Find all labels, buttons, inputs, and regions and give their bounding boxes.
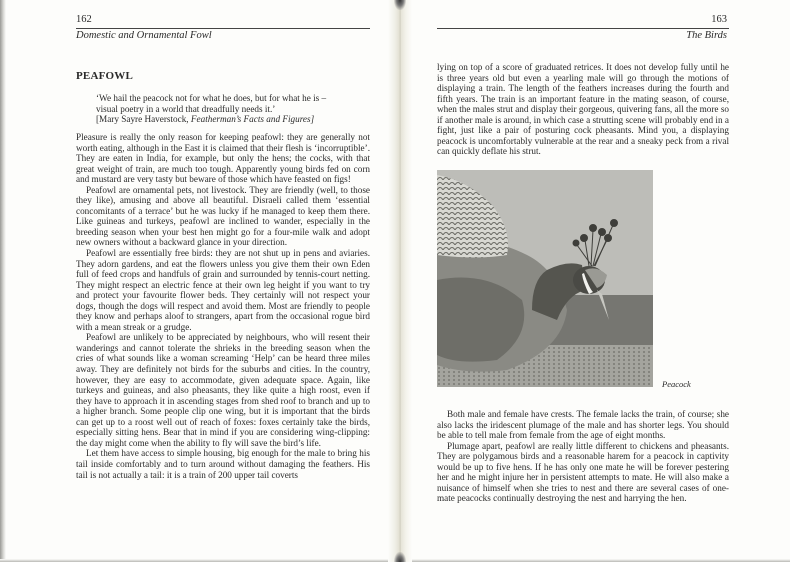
peacock-illustration [437, 170, 653, 387]
running-head-left: Domestic and Ornamental Fowl [76, 30, 212, 41]
paragraph: Plumage apart, peafowl are really little different to chickens and pheasants. They are polygamous birds and a reasonable harem for a peacock in captivity would be up to five hens. If he has only one mate he will be forever pestering her and he might injure her in persistent attempts to mate. He will also make a nuisance of himself when she tries to nest and there are several cases of one-mate peacocks continually destroying the nest and harrying the hen. [437, 440, 729, 504]
paragraph: Let them have access to simple housing, big enough for the male to bring his tail inside comfortably and to turn around without damaging the feathers. His tail is not actually a tail: it is a train of 200 upper tail coverts [76, 448, 370, 480]
page-number-left: 162 [76, 14, 92, 25]
paragraph: Peafowl are unlikely to be appreciated by neighbours, who will resent their wanderings and cannot tolerate the shrieks in the breeding season when the cries of what sounds like a woman screaming ‘Help’ can be heard three miles away. They are definitely not birds for the suburbs and cities. In the country, however, they are easy to accommodate, given adequate space. Again, like turkeys and guineas, and also pheasants, they like quite a high roost, even if they have to approach it in ascending stages from shed roof to branch and up to a higher branch. Some people clip one wing, but it is important that the birds can get up to a roost well out of reach of foxes: foxes certainly take the birds, especially sitting hens. Bear that in mind if you are considering wing-clipping: the day might come when the ability to fly will save the bird’s life. [76, 332, 370, 448]
epigraph-attribution [96, 114, 366, 125]
right-body-text-top [437, 62, 729, 157]
gutter-shadow-bottom [394, 552, 406, 562]
peacock-photo [437, 170, 653, 387]
paragraph: Peafowl are ornamental pets, not livestock. They are friendly (well, to those they like), amusing and above all beautiful. Disraeli called them ‘essential concomitants of a terrace’ but he was lucky if he managed to keep them there. Like guineas and turkeys, peafowl are inclined to wander, especially in the breeding season when your best hen might go for a four-mile walk and adopt new owners without a backward glance in your direction. [76, 184, 370, 248]
running-head-right: The Birds [686, 30, 727, 41]
epigraph-author: [Mary Sayre Haverstock, [96, 114, 191, 125]
right-body-text-bottom [437, 409, 729, 504]
header-rule-right [437, 28, 729, 29]
paragraph: Both male and female have crests. The female lacks the train, of course; she also lacks the iridescent plumage of the male and has shorter legs. You should be able to tell male from female from the age of eight months. [437, 409, 729, 441]
epigraph-quote-line-1: ‘We hail the peacock not for what he does, but for what he is – [96, 93, 327, 103]
photo-caption: Peacock [662, 379, 691, 389]
epigraph-work-title: Featherman’s Facts and Figures] [190, 114, 315, 125]
book-gutter [388, 0, 412, 562]
header-rule-left [76, 28, 370, 29]
page-number-right: 163 [711, 14, 727, 25]
paragraph: lying on top of a score of graduated retrices. It does not develop fully until he is three years old but even a yearling male will go through the motions of displaying a train. The length of the feathers increases during the fourth and fifth years. The train is an important feature in the mating season, of course, when the males strut and display their gorgeous, quivering fans, all the more so if another male is around, in which case a strutting scene will probably end in a fight, just like a pair of posturing cock pheasants. Mind you, a displaying peacock is uncomfortably vulnerable at the rear and a sneaky peck from a rival can quickly deflate his strut. [437, 62, 729, 157]
section-title: PEAFOWL [76, 70, 134, 82]
paragraph: Pleasure is really the only reason for keeping peafowl: they are generally not worth eating, although in the East it is claimed that their flesh is ‘incorruptible’. They are eaten in India, for example, but only the hens; the cocks, with that great weight of train, are much too tough. Apparently young birds fed on corn and mustard are very tasty but beware of those which have feasted on figs! [76, 132, 370, 185]
page-edge-left [0, 0, 6, 562]
epigraph-quote-line-2: visual poetry in a world that dreadfully needs it.’ [96, 103, 276, 114]
gutter-shadow-top [394, 0, 406, 10]
paragraph: Peafowl are essentially free birds: they are not shut up in pens and aviaries. They adorn gardens, and eat the flowers unless you give them their own Eden full of feed crops and handfuls of grain and surrounded by tennis-court netting. They might respect an electric fence at their own leg height if you want to try and protect your favourite flower beds. They certainly will not respect your dogs, though the dogs will respect and avoid them. Most are friendly to people they know and perhaps aloof to strangers, apart from the occasional rogue bird with a mean streak or a grudge. [76, 248, 370, 332]
left-body-text [76, 132, 370, 480]
epigraph [96, 93, 366, 125]
